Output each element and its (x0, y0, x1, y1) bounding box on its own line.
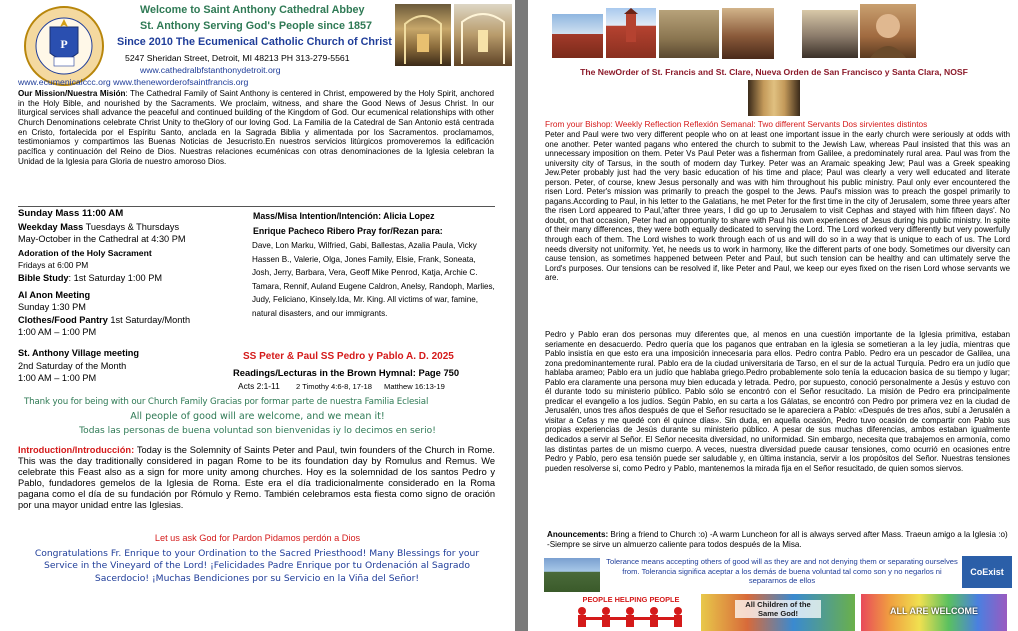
people-helping-text: PEOPLE HELPING PEOPLE (582, 595, 680, 604)
mass-intention: Mass/Misa Intention/Intención: Alicia Lopez (253, 211, 435, 221)
st-francis-painting (659, 10, 719, 58)
weekday-mass-label: Weekday Mass (18, 221, 84, 232)
feast-title: SS Peter & Paul SS Pedro y Pablo A. D. 2025 (243, 351, 454, 362)
sunday-mass: Sunday Mass 11:00 AM (18, 208, 124, 219)
reflection-spanish: Pedro y Pablo eran dos personas muy diferentes que, al menos en una cuestión importante de la Iglesia primitiva, estaban seriamente en desacuerdo. Pedro quería que los paganos que entraban en la iglesia se sometieran a la ley judía, mientras que Pablo insistía en que esto era una imposición innecesaria para ellos. Pedro contra Pablo. Pedro era un pescador de Galilea, una zona predominantemente rural. Pablo era de la ciudad universitaria de Tarso, en el sur de la actual Turquía. Pedro era un judío que hablaba arameo; Pablo era un judío que hablaba griego.Pedro probablemente solo tenía la educacion basica de su tiempo y lugar; Pablo era claramente una persona muy bien educada y letrada. Pedro, por supuesto, conoció personalmente a Jesús y estuvo con él durante todo su ministerio público. Pablo sólo se encontró con el Señor resucitado. La misión de Pedro era principalmente predicar el evangelio a los judíos. Según Pablo, en su carta a los Gálatas, se encontró con Pedro por primera vez en la ciudad de Jerusalén, unos tres años después de que el Señor resucitado se le apareciera a Pablo: «Después de tres años, subí a Jerusalén a visitar a Cefas y me quedé con él quince días». Sin duda, en aquella ocasión, Pedro tuvo ocasión de compartir con Pablo sus propias experiencias de Jesús durante su ministerio público. A pesar de sus muchas diferencias, ambos estaban igualmente dedicados a servir al Señor. El Señor necesita diversidad, no uniformidad. Sin embargo, necesita que trabajemos en armonía, como las distintas partes de un mismo cuerpo. A veces, nuestra diversidad puede causar tensiones, como ocurrió en ocasiones entre Pedro y Pablo, pero esa tensión puede ser saludable y, en última instancia, servir a los propósitos del Señor. Nuestras tensiones pueden resolverse si, como Pedro y Pablo, mantenemos la mirada fija en el Señor resucitado, de quien somos siervos. (545, 330, 1010, 473)
bible-study-label: Bible Study (18, 272, 69, 283)
reading-3: Matthew 16:13-19 (384, 382, 445, 391)
readings-line: Readings/Lecturas in the Brown Hymnal: Page 750 (233, 367, 460, 378)
church-tower-photo (606, 8, 656, 58)
announcements-text: Bring a friend to Church :o) -A warm Luncheon for all is always served after Mass. Traeun amigo a la Iglesia :o) -Siempre se sirve un almuerzo caliente para todos después de la Misa. (547, 530, 1008, 550)
village-meeting-time: 1:00 AM – 1:00 PM (18, 373, 97, 384)
congratulations-text: Congratulations Fr. Enrique to your Ordination to the Sacred Priesthood! Many Blessings for your Service in the Vineyard of the Lord! ¡Felicidades Padre Enrique por tu Ordenación al Sagrado Sacerdocio! ¡Muchas Bendiciones por su Servicio en la Viña del Señor! (34, 548, 480, 584)
pantry-time: 1:00 AM – 1:00 PM (18, 327, 97, 338)
mission-text: : The Cathedral Family of Saint Anthony is centered in Christ, empowered by the Holy Spirit, anchored in the Holy Bible, and nourished by the Sacraments. We proclaim, witness, and share the Good News of Jesus Christ. In our liturgical services shall advance the peaceful and continued building of the Kingdom of God. Our ecumenical relationships with other Church Denominations celebrate Christ Unity to theGlory of our loving God. La Familia de la Catedral de San Antonio está centrada en Cristo, fortalecida por el Espíritu Santo, anclada en la Sagrada Biblia y alimentada por los Sacramentos. proclamamos, testimoniamos y compartimos las Buenas Noticias de Jesucristo.En nuestros servicios litúrgicos promoveremos la edificación pacífica y continuación del Reino de Dios. Nuestras relaciones ecuménicas con otras denominaciones de la Iglesia celebran la Unidad de la Iglesia para Gloria de nuestro amoroso Dios. (18, 89, 494, 166)
all-are-welcome-text: ALL ARE WELCOME (890, 606, 978, 616)
website-link-1[interactable]: www.cathedralbfstanthonydetroit.org (140, 65, 281, 75)
page-gutter (515, 0, 528, 631)
schedule-column (18, 209, 258, 384)
village-meeting-detail: 2nd Saturday of the Month (18, 360, 127, 371)
all-children-graphic (701, 594, 855, 631)
st-clare-painting (722, 8, 774, 59)
announcements-paragraph (547, 530, 1009, 551)
people-helping-photo (544, 558, 600, 592)
reading-1: Acts 2:1-11 (238, 381, 280, 391)
friar-portrait-photo (802, 10, 858, 58)
all-are-welcome-graphic (861, 594, 1007, 631)
bible-study-detail: : 1st Saturday 1:00 PM (68, 272, 163, 283)
welcome-spanish: Todas las personas de buena voluntad son bienvenidas iy lo decimos en serio! (79, 426, 436, 436)
divider (18, 206, 495, 207)
introduction-paragraph (18, 445, 495, 510)
weekday-mass-days: Tuesdays & Thursdays (83, 221, 180, 232)
right-page (528, 0, 1018, 631)
svg-text:P: P (60, 37, 68, 51)
people-helping-people-graphic (568, 595, 694, 629)
reflection-english: Peter and Paul were two very different people who on at least one important issue in the early church were seriously at odds with one another. Peter wanted pagans who entered the church to submit to the Jewish Law, whereas Paul insisted that this was an unnecessary imposition on them. Peter Vs Paul Peter was a fisherman from Galilee, a predominately rural area. Paul was from the university city of Tarsus, in the south of modern day Turkey. Peter was an Aramaic speaking Jew; Paul was a Greek speaking Jew.Peter probably just had the very basic education of his time and place; Paul was clearly a very well educated and literate person. Peter, of course, knew Jesus personally and was with him throughout his public ministry. Paul only ever encountered the risen Lord. Peter's mission was primarily to preach the gospel to the Jews. Paul's mission was to preach the gospel primarily to pagans.According to Paul, in his letter to the Galatians, he met Peter for the first time in the city of Jerusalem, some three years after the risen Lord appeared to Paul,'after three years, I did go up to Jerusalem to visit Cephas and stayed with him fifteen days'. No doubt, on that occasion, Peter had an opportunity to share with Paul his own experiences of Jesus during his public ministry. In spite of their many differences, they were both equally dedicated to serving the Lord. The Lord worked very differently but very powerfully through each of them. The Lord wishes to work through each of us and will do so in a way that is unique to each of us. The Lord needs diversity not uniformity. Yet, he needs us to work in harmony, like the different parts of one body. Sometimes our diversity can cause tension, as sometimes happened between Peter and Paul, but such tension can be healthy and can ultimately serve the Lord's purposes. Our tensions can be resolved if, like Peter and Paul, we keep our eyes fixed on the risen Lord whose servants we are. (545, 130, 1011, 283)
announcements-label: Anouncements: (547, 530, 609, 539)
cathedral-interior-photo (395, 4, 451, 66)
cathedral-nave-photo (454, 4, 512, 66)
address-line: 5247 Sheridan Street, Detroit, MI 48213 PH 313-279-5561 (125, 53, 350, 63)
thanks-line: Thank you for being with our Church Family Gracias por formar parte de nuestra Familia Eclesial (24, 397, 429, 407)
saint-icon-image (860, 4, 916, 58)
coexist-text: CoExist (970, 567, 1004, 577)
reflection-heading: From your Bishop: Weekly Reflection Reflexión Semanal: Two different Servants Dos sirvientes distintos (545, 119, 928, 129)
pantry-label: Clothes/Food Pantry (18, 314, 108, 325)
pantry-detail: 1st Saturday/Month (107, 314, 191, 325)
al-anon-label: Al Anon Meeting (18, 289, 91, 300)
village-meeting-label: St. Anthony Village meeting (18, 347, 139, 358)
coexist-logo (962, 556, 1012, 588)
weekday-mass-detail: May-October in the Cathedral at 4:30 PM (18, 234, 186, 245)
website-link-2[interactable]: www.ecumenicalccc.org www.theneworderofsaintfrancis.org (18, 77, 249, 87)
church-exterior-photo (552, 14, 603, 58)
all-children-text: All Children of the Same God! (735, 600, 821, 618)
pray-for-line: Enrique Pacheco Ribero Pray for/Rezan para: (253, 226, 443, 236)
adoration-time: Fridays at 6:00 PM (18, 260, 89, 271)
adoration-label: Adoration of the Holy Sacrament (18, 247, 152, 258)
pardon-line: Let us ask God for Pardon Pidamos perdón a Dios (154, 533, 361, 543)
welcome-english: All people of good will are welcome, and we mean it! (130, 411, 385, 422)
order-title: The NewOrder of St. Francis and St. Clare, Nueva Orden de San Francisco y Santa Clara, NOSF (580, 67, 968, 77)
mission-paragraph (18, 89, 494, 166)
peter-paul-icon (748, 80, 800, 116)
serving-subtitle: St. Anthony Serving God's People since 1857 (140, 20, 372, 32)
introduction-text: Today is the Solemnity of Saints Peter and Paul, twin founders of the Church in Rome. This was the day traditionally considered in pagan Rome to be its foundation day by Romulus and Remus. We celebrate this Feast also as a sign for more unity among churches. Hoy es la solemnidad de los santos Pedro y Pablo, fundadores gemelos de la Iglesia de Roma. Este era el día tradicionalmente considerado en la Roma pagana como el día de su fundación por Rómulo y Remo. También celebramos esta fiesta como signo de oración por una mayor unidad entre las Iglesias. (18, 445, 495, 510)
mission-label: Our Mission/Nuestra Misión (18, 89, 126, 98)
prayer-names: Dave, Lon Marku, Wilfried, Gabi, Ballestas, Azalia Paula, Vicky Hassen B., Valerie, Olga, Jones Family, Elsie, Frank, Soneata, Josh, Jerry, Barbara, Vera, Geoff Mike Penrod, Katja, Archie C. Tamara, Rennif, Auland Eugene Caldron, Anelsy, Randoph, Marlies, Judy, Feliciano, Kinsely.Ida, Mr. King. All victims of war, famine, natural disasters, and our immigrants. (252, 241, 495, 318)
tolerance-text: Tolerance means accepting others of good will as they are and not denying them or separating ourselves from. Tolerancia significa aceptar a los demás de buena voluntad tal como son y no negarlos ni separarnos de ellos (606, 557, 958, 586)
since-line: Since 2010 The Ecumenical Catholic Church of Christ (117, 36, 392, 48)
introduction-label: Introduction/Introducción: (18, 445, 135, 455)
al-anon-time: Sunday 1:30 PM (18, 302, 86, 313)
reading-2: 2 Timothy 4:6-8, 17-18 (296, 382, 372, 391)
welcome-title: Welcome to Saint Anthony Cathedral Abbey (140, 4, 365, 16)
church-seal-logo (18, 5, 110, 87)
